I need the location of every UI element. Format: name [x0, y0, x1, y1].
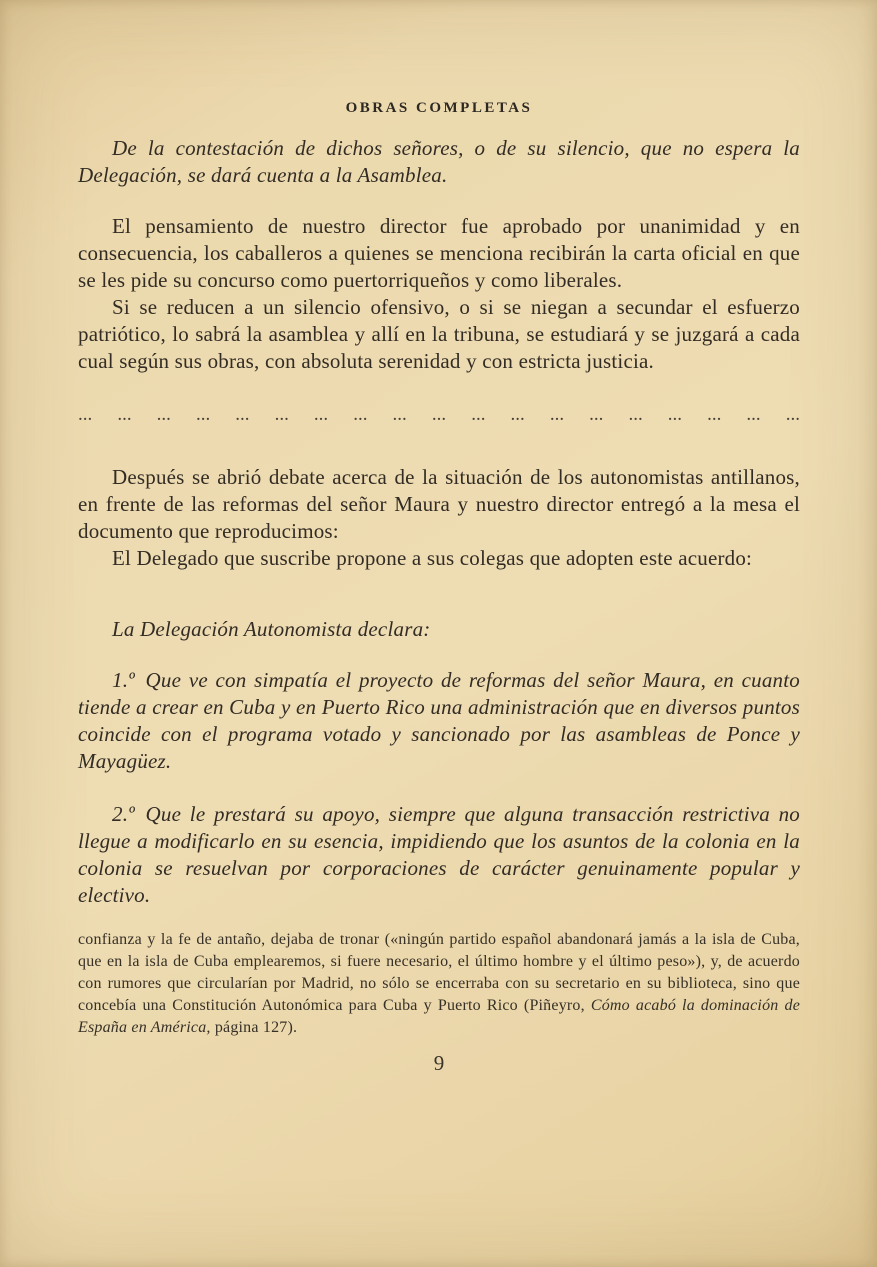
paragraph-item-2: 2.º Que le prestará su apoyo, siempre que alguna transacción restrictiva no llegue a modificarlo en su esencia, impidiendo que los asuntos de la colonia en la colonia se resuelvan por corporaciones de carácter genuinamente popular y electivo.	[78, 802, 800, 907]
paragraph-contestacion: De la contestación de dichos señores, o de su silencio, que no espera la Delegación, se dará cuenta a la Asamblea.	[78, 136, 800, 187]
footnote-text-end: página 127).	[210, 1019, 298, 1036]
ellipsis-divider: ... ... ... ... ... ... ... ... ... ... ... ... ... ... ... ... ... ... ...	[78, 404, 800, 425]
paragraph-delegacion-declara: La Delegación Autonomista declara:	[112, 617, 431, 641]
footnote	[78, 929, 800, 1039]
footnote-text-start: confianza y la fe de antaño, dejaba de tronar («ningún partido español abandonará jamás a la isla de Cuba, que en la isla de Cuba emplearemos, si fuere necesario, el último hombre y el último peso»), y, de acuerdo con rumores que circularían por Madrid, no sólo se encerraba con su secretario en su biblioteca, sino que concebía una Constitución Autonómica para Cuba y Puerto Rico (Piñeyro,	[78, 931, 800, 1014]
paragraph-pensamiento: El pensamiento de nuestro director fue aprobado por unanimidad y en consecuencia, los caballeros a quienes se menciona recibirán la carta oficial en que se les pide su concurso como puertorriqueños y como liberales.	[78, 214, 800, 292]
footnote-book-title: Cómo acabó la dominación de España en América,	[78, 997, 801, 1036]
paragraph-delegado-propone: El Delegado que suscribe propone a sus colegas que adopten este acuerdo:	[112, 546, 753, 570]
paragraph-despues-debate: Después se abrió debate acerca de la situación de los autonomistas antillanos, en frente de las reformas del señor Maura y nuestro director entregó a la mesa el documento que reproducimos:	[78, 465, 800, 543]
running-header: OBRAS COMPLETAS	[345, 100, 533, 116]
paragraph-silencio-ofensivo: Si se reducen a un silencio ofensivo, o si se niegan a secundar el esfuerzo patriótico, lo sabrá la asamblea y allí en la tribuna, se estudiará y se juzgará a cada cual según sus obras, con absoluta serenidad y con estricta justicia.	[78, 295, 800, 373]
paragraph-item-1: 1.º Que ve con simpatía el proyecto de reformas del señor Maura, en cuanto tiende a crear en Cuba y en Puerto Rico una administración que en diversos puntos coincide con el programa votado y sancionado por las asambleas de Ponce y Mayagüez.	[78, 668, 800, 773]
page-number: 9	[433, 1051, 445, 1075]
